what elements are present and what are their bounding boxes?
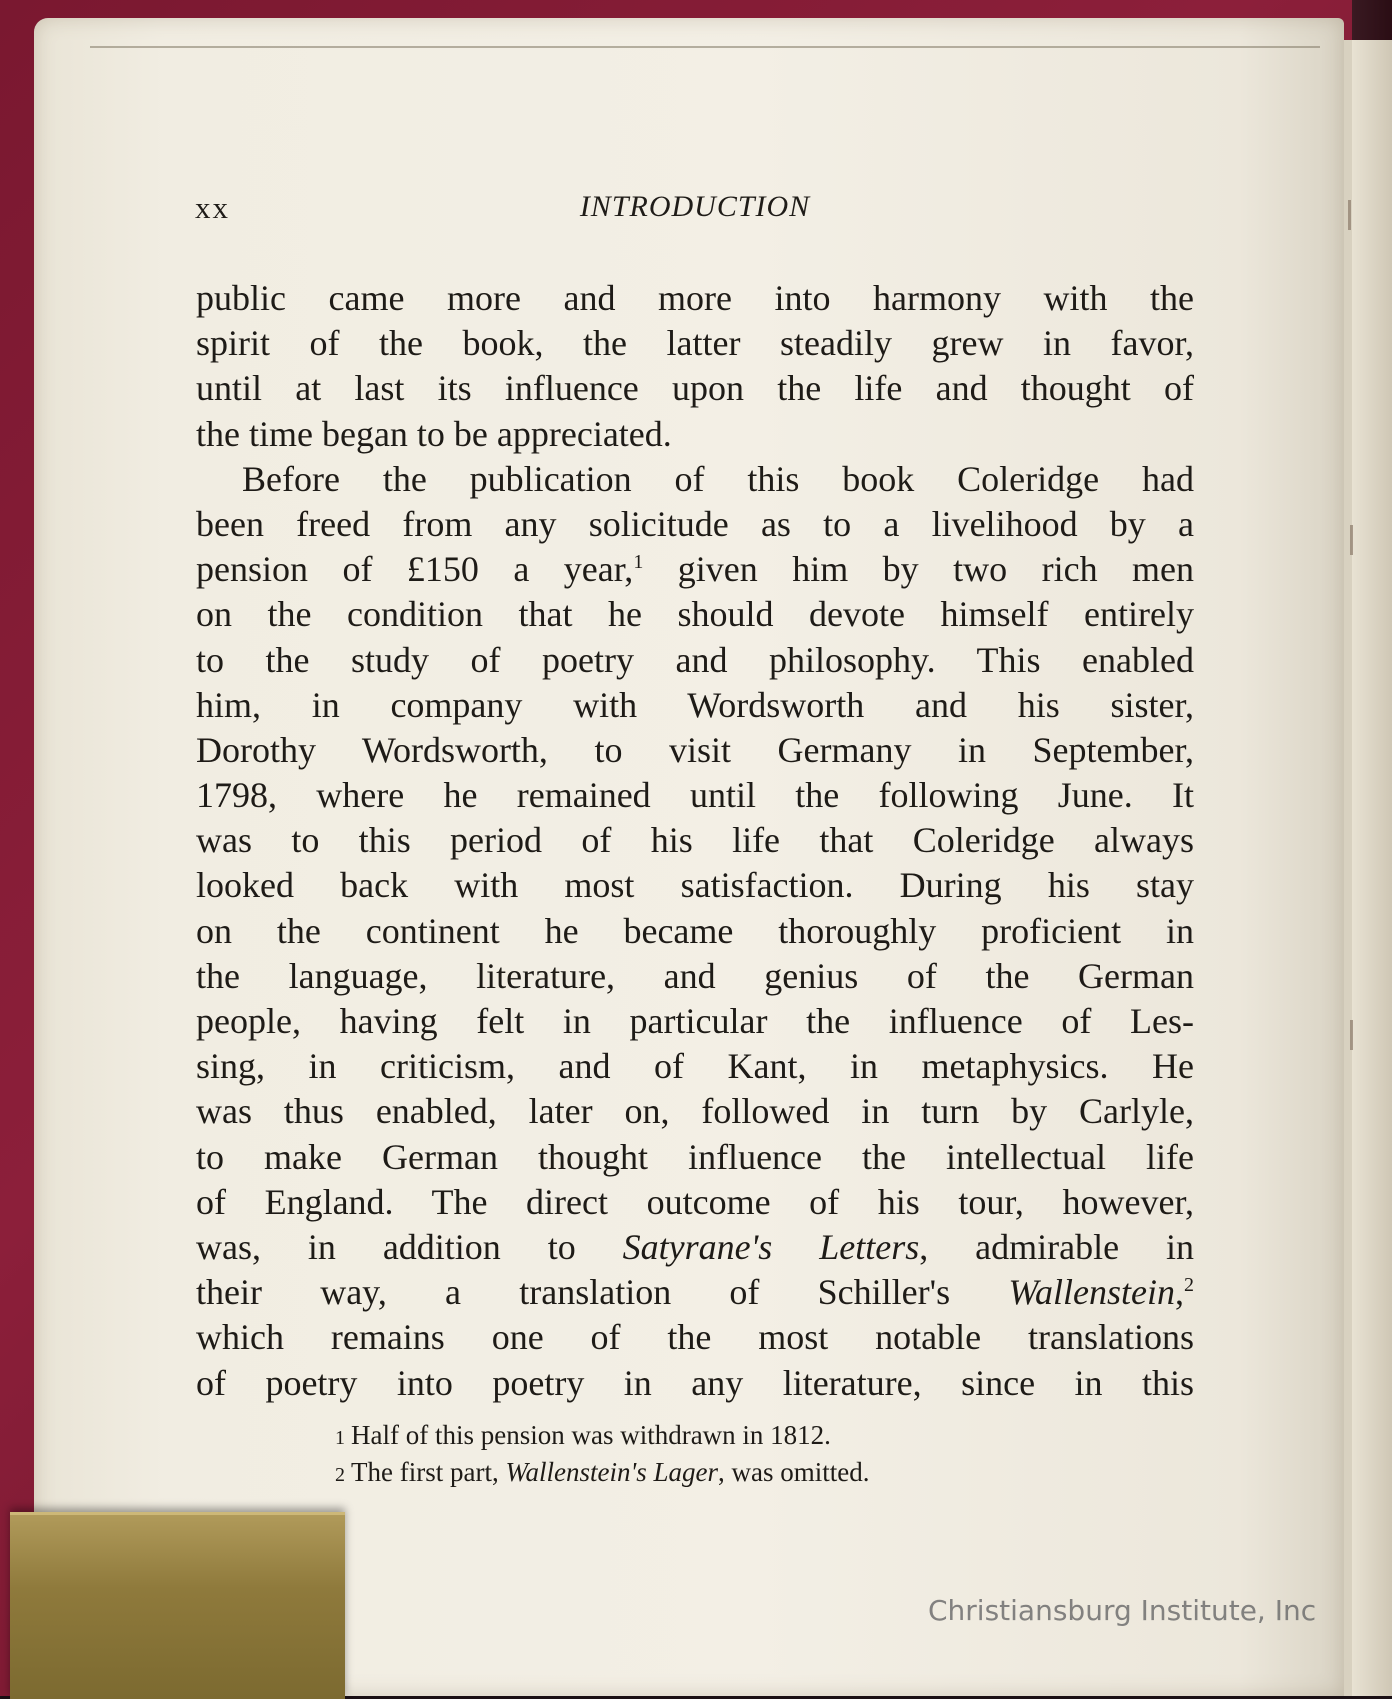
text-line: people, having felt in particular the influence of Les- <box>196 1001 1194 1041</box>
page-edge-mark <box>1350 1020 1353 1050</box>
text-line: 1798, where he remained until the following June. It <box>196 775 1194 816</box>
text-line-with-italic <box>196 1270 1194 1315</box>
text-line: looked back with most satisfaction. During his stay <box>196 865 1194 906</box>
text-line: to make German thought influence the intellectual life <box>196 1136 1194 1177</box>
text-segment: , <box>1175 1272 1184 1313</box>
text-line: until at last its influence upon the life and thought of <box>196 368 1194 409</box>
page-header <box>195 190 1195 230</box>
text-line: was to this period of his life that Coleridge always <box>196 820 1194 861</box>
footnote-text: Half of this pension was withdrawn in 1812. <box>351 1420 831 1450</box>
running-title: INTRODUCTION <box>579 190 811 223</box>
text-line: of England. The direct outcome of his tour, however, <box>196 1181 1194 1222</box>
text-line: spirit of the book, the latter steadily grew in favor, <box>196 323 1194 364</box>
footnote-number: 1 <box>335 1427 345 1449</box>
footnote-2 <box>335 1455 1115 1492</box>
text-line: Before the publication of this book Coleridge had <box>242 458 1194 499</box>
text-line-with-footnote <box>196 547 1194 592</box>
body-text <box>196 276 1194 1406</box>
footnote-text: The first part, <box>351 1457 499 1487</box>
text-line: the time began to be appreciated. <box>196 413 672 454</box>
book-title: Satyrane's Letters <box>622 1226 920 1267</box>
page-edge-mark <box>1350 525 1353 555</box>
text-line: on the condition that he should devote himself entirely <box>196 594 1194 635</box>
text-line-with-italic <box>196 1225 1194 1270</box>
text-line: Dorothy Wordsworth, to visit Germany in September, <box>196 729 1194 770</box>
footnotes <box>335 1418 1115 1492</box>
text-line: to the study of poetry and philosophy. This enabled <box>196 639 1194 680</box>
page-top-rule <box>90 46 1320 48</box>
gold-object <box>10 1512 345 1699</box>
text-segment: pension of £150 a year, <box>196 549 634 590</box>
adjacent-page-edge <box>1352 40 1392 1696</box>
text-segment: their way, a translation of Schiller's <box>196 1272 951 1313</box>
text-line: the language, literature, and genius of the German <box>196 955 1194 996</box>
page-edge-mark <box>1348 200 1351 230</box>
text-line: him, in company with Wordsworth and his sister, <box>196 684 1194 725</box>
text-line: been freed from any solicitude as to a livelihood by a <box>196 503 1194 544</box>
text-segment: , admirable in <box>919 1226 1194 1267</box>
text-line: of poetry into poetry in any literature, since in this <box>196 1362 1194 1403</box>
footnote-text: , was omitted. <box>718 1457 870 1487</box>
text-segment: given him by two rich men <box>677 549 1195 590</box>
footnote-ref: 2 <box>1184 1274 1194 1297</box>
footnote-number: 2 <box>335 1464 345 1486</box>
work-title: Wallenstein <box>1008 1272 1175 1313</box>
text-line: sing, in criticism, and of Kant, in metaphysics. He <box>196 1046 1194 1087</box>
text-line: on the continent he became thoroughly proficient in <box>196 910 1194 951</box>
text-line: was thus enabled, later on, followed in turn by Carlyle, <box>196 1091 1194 1132</box>
page-number: xx <box>195 190 230 225</box>
footnote-italic-title: Wallenstein's Lager <box>505 1457 718 1487</box>
text-segment: was, in addition to <box>196 1226 576 1267</box>
text-line: public came more and more into harmony with the <box>196 278 1194 318</box>
footnote-1 <box>335 1418 1115 1455</box>
page-gutter <box>1344 40 1352 1696</box>
footnote-ref: 1 <box>633 551 644 574</box>
watermark: Christiansburg Institute, Inc <box>928 1594 1317 1627</box>
text-line: which remains one of the most notable translations <box>196 1317 1194 1358</box>
